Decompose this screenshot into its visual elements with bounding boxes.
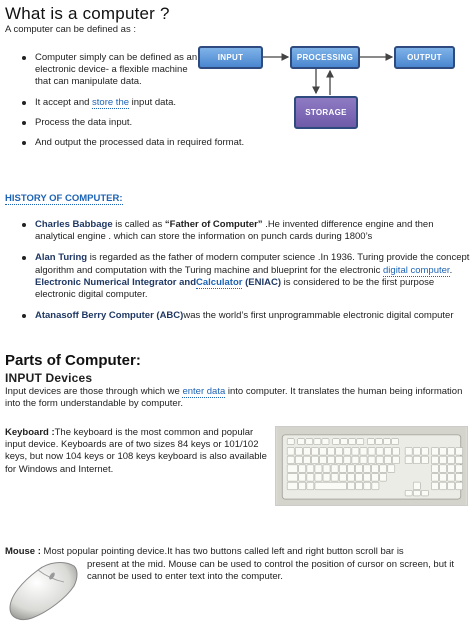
keyboard-key: [448, 447, 455, 455]
keyboard-key: [368, 456, 375, 464]
keyboard-key: [299, 465, 306, 473]
keyboard-key: [376, 447, 383, 455]
keyboard-key: [421, 456, 428, 464]
keyboard-key: [364, 474, 371, 482]
keyboard-key: [413, 456, 420, 464]
keyboard-key: [384, 447, 391, 455]
keyboard-key: [333, 439, 340, 445]
calculator-link[interactable]: Calculator: [196, 276, 243, 288]
history-heading[interactable]: HISTORY OF COMPUTER:: [5, 193, 123, 204]
keyboard-key: [336, 456, 343, 464]
keyboard-key: [448, 456, 455, 464]
keyboard-key: [339, 474, 346, 482]
parts-heading: Parts of Computer:: [5, 352, 141, 369]
keyboard-key: [431, 465, 438, 473]
keyboard-key: [347, 474, 354, 482]
input-box: INPUT: [198, 46, 263, 69]
keyboard-key: [341, 439, 348, 445]
mouse-image: [4, 558, 82, 624]
keyboard-key: [315, 482, 347, 490]
keyboard-key: [311, 447, 318, 455]
keyboard-key: [360, 456, 367, 464]
output-box: OUTPUT: [394, 46, 455, 69]
mouse-paragraph-line2: present at the mid. Mouse can be used to control the position of cursor on screen, but it cannot be used to enter text into the computer.: [87, 559, 455, 583]
keyboard-key: [295, 456, 302, 464]
keyboard-key: [339, 465, 346, 473]
keyboard-key: [328, 456, 335, 464]
keyboard-key: [456, 482, 463, 490]
keyboard-key: [298, 439, 305, 445]
store-link[interactable]: store the: [92, 96, 130, 108]
keyboard-key: [295, 447, 302, 455]
keyboard-key: [440, 447, 447, 455]
keyboard-key: [431, 447, 438, 455]
definition-text: And output the processed data in required format.: [35, 137, 245, 149]
input-devices-heading: INPUT Devices: [5, 371, 93, 385]
keyboard-key: [344, 447, 351, 455]
processing-box: PROCESSING: [290, 46, 360, 69]
keyboard-key: [315, 474, 322, 482]
keyboard-key: [440, 474, 447, 482]
keyboard-key: [356, 482, 363, 490]
definition-text: It accept and: [35, 96, 93, 108]
eniac-name: Electronic Numerical Integrator and: [35, 276, 197, 288]
keyboard-paragraph: [5, 427, 267, 476]
history-list: [22, 219, 470, 331]
keyboard-key: [405, 447, 412, 455]
history-text: was the world’s first unprogrammable electronic digital computer: [183, 310, 454, 322]
keyboard-key: [440, 465, 447, 473]
keyboard-key: [364, 482, 371, 490]
para-text: Input devices are those through which we: [5, 386, 183, 397]
keyboard-key: [360, 447, 367, 455]
keyboard-key: [456, 447, 463, 455]
keyboard-key: [368, 447, 375, 455]
keyboard-key: [376, 456, 383, 464]
keyboard-key: [314, 439, 321, 445]
input-devices-paragraph: [5, 386, 470, 410]
definition-text: Computer simply can be defined as an electronic device- a flexible machine that can manipulate data.: [35, 52, 198, 88]
keyboard-key: [336, 447, 343, 455]
keyboard-key: [307, 465, 314, 473]
enter-data-link[interactable]: enter data: [182, 386, 226, 397]
keyboard-key: [287, 439, 294, 445]
history-text: is regarded as the father of modern computer science .In 1936. Turing provide the concept algorithm and computation with the Turing machine and blueprint for the electronic: [35, 252, 470, 276]
keyboard-key: [328, 447, 335, 455]
ipo-diagram: [196, 40, 458, 132]
keyboard-key: [323, 474, 330, 482]
definition-item: [22, 137, 282, 149]
keyboard-key: [421, 490, 428, 496]
keyboard-key: [307, 482, 314, 490]
keyboard-key: [299, 482, 306, 490]
keyboard-key: [364, 465, 371, 473]
digital-computer-link[interactable]: digital computer: [383, 264, 450, 276]
para-text: into computer. It translates the human being information into the form understandable by computer.: [5, 386, 463, 410]
keyboard-key: [392, 447, 399, 455]
keyboard-key: [421, 447, 428, 455]
keyboard-key: [287, 465, 298, 473]
keyboard-key: [380, 465, 387, 473]
keyboard-key: [405, 490, 412, 496]
keyboard-text: The keyboard is the most common and popular input device. Keyboards are of two sizes 84 keys or 101/102 keys, but now 104 keys or 108 keys keyboard is also available for Windows and Internet.: [5, 427, 267, 475]
person-name: Charles Babbage: [35, 219, 113, 230]
keyboard-key: [355, 474, 362, 482]
keyboard-key: [344, 456, 351, 464]
keyboard-key: [367, 439, 374, 445]
keyboard-key: [352, 447, 359, 455]
keyboard-key: [383, 439, 390, 445]
keyboard-key: [448, 474, 455, 482]
keyboard-label: Keyboard :: [5, 427, 55, 438]
keyboard-key: [323, 465, 330, 473]
intro-text: A computer can be defined as :: [5, 24, 136, 35]
keyboard-key: [287, 474, 298, 482]
keyboard-key: [306, 439, 313, 445]
keyboard-key: [392, 456, 399, 464]
mouse-text: Most popular pointing device.It has two buttons called left and right button scroll bar is: [40, 546, 404, 557]
keyboard-key: [372, 465, 379, 473]
keyboard-key: [349, 439, 356, 445]
keyboard-key: [413, 490, 420, 496]
keyboard-key: [431, 456, 438, 464]
history-item: [22, 219, 470, 243]
keyboard-key: [320, 447, 327, 455]
keyboard-key: [347, 465, 354, 473]
keyboard-key: [299, 474, 306, 482]
keyboard-key: [448, 465, 455, 473]
definition-text: input data.: [129, 96, 177, 108]
keyboard-key: [315, 465, 322, 473]
keyboard-key: [287, 482, 298, 490]
history-text: is called as: [112, 219, 165, 230]
keyboard-key: [320, 456, 327, 464]
keyboard-key: [311, 456, 318, 464]
page-title: What is a computer ?: [5, 4, 170, 23]
history-item: [22, 252, 470, 301]
keyboard-key: [384, 456, 391, 464]
person-name: Atanasoff Berry Computer (ABC): [35, 310, 184, 322]
keyboard-key: [303, 447, 310, 455]
history-text: is considered to be the first purpose electronic digital computer.: [35, 276, 435, 301]
keyboard-key: [440, 456, 447, 464]
keyboard-key: [388, 465, 395, 473]
keyboard-key: [456, 465, 463, 473]
mouse-paragraph-line1: [5, 546, 470, 558]
keyboard-key: [372, 474, 379, 482]
keyboard-key: [331, 465, 338, 473]
history-text: .: [449, 264, 453, 276]
keyboard-key: [303, 456, 310, 464]
keyboard-key: [456, 474, 463, 482]
quote-text: “Father of Computer”: [164, 219, 263, 230]
eniac-abbr: (ENIAC): [242, 276, 282, 288]
definition-item: [22, 117, 200, 129]
definition-item: [22, 52, 200, 89]
keyboard-key: [413, 482, 420, 490]
keyboard-key: [331, 474, 338, 482]
storage-box: STORAGE: [294, 96, 358, 129]
definition-list: [22, 52, 245, 157]
keyboard-key: [405, 456, 412, 464]
keyboard-key: [287, 447, 294, 455]
keyboard-key: [431, 474, 438, 482]
history-text: .He invented difference engine and then analytical engine . which can store the information on punch cards during 1800’s: [35, 219, 434, 243]
keyboard-key: [307, 474, 314, 482]
keyboard-key: [322, 439, 329, 445]
keyboard-key: [448, 482, 455, 490]
definition-text: Process the data input.: [35, 116, 133, 128]
keyboard-key: [372, 482, 379, 490]
keyboard-key: [413, 447, 420, 455]
keyboard-key: [287, 456, 294, 464]
history-item: [22, 310, 470, 322]
definition-item: [22, 97, 200, 109]
keyboard-image: [275, 426, 468, 506]
person-name: Alan Turing: [35, 252, 88, 264]
keyboard-key: [440, 482, 447, 490]
keyboard-key: [431, 482, 438, 490]
keyboard-key: [355, 465, 362, 473]
keyboard-key: [348, 482, 355, 490]
keyboard-key: [380, 474, 387, 482]
keyboard-key: [352, 456, 359, 464]
keyboard-key: [456, 456, 463, 464]
mouse-label: Mouse :: [5, 546, 41, 557]
keyboard-key: [375, 439, 382, 445]
keyboard-key: [392, 439, 399, 445]
keyboard-key: [357, 439, 364, 445]
